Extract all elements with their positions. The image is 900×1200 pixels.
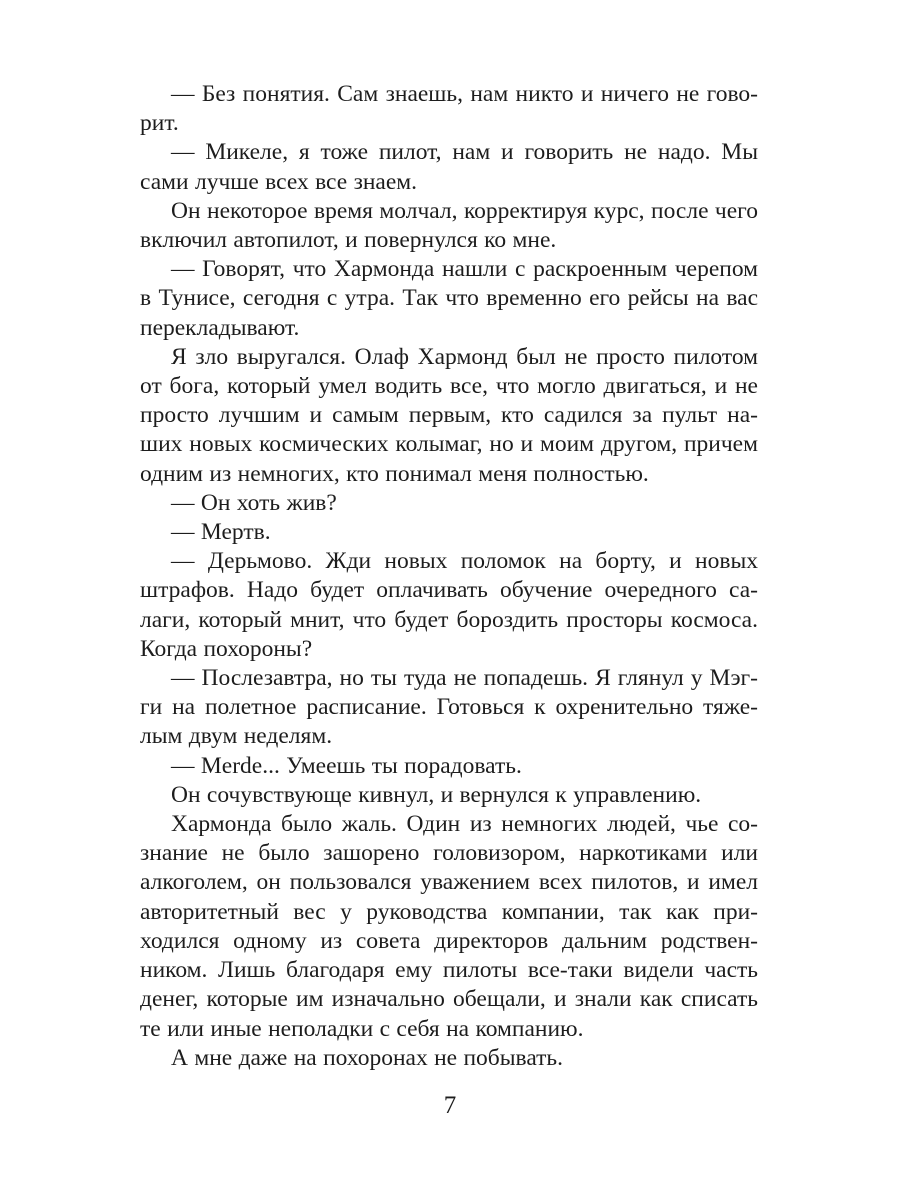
- paragraph: — Дерьмово. Жди новых поломок на борту, и новых штрафов. Надо будет оплачивать обучение очередного салаги, который мнит, что будет бороздить просторы космоса. Когда похороны?: [140, 548, 758, 662]
- paragraph: — Послезавтра, но ты туда не попадешь. Я глянул у Мэгги на полетное расписание. Готовься к охренительно тяжелым двум неделям.: [140, 665, 758, 750]
- paragraph: — Мертв.: [171, 519, 271, 546]
- page-number: 7: [443, 1092, 457, 1119]
- paragraph: Хармонда было жаль. Один из немногих людей, чье сознание не было зашорено головизором, наркотиками или алкоголем, он пользовался уважением всех пилотов, и имел авторитетный вес у руководства компании, так как приходился одному из совета директоров дальним родственником. Лишь благодаря ему пилоты все-таки видели часть денег, которые им изначально обещали, и знали как списать те или иные неполадки с себя на компанию.: [140, 811, 758, 1042]
- paragraph: — Без понятия. Сам знаешь, нам никто и ничего не говорит.: [140, 81, 758, 137]
- paragraph: — Микеле, я тоже пилот, нам и говорить не надо. Мы сами лучше всех все знаем.: [140, 139, 758, 195]
- paragraph: Он сочувствующе кивнул, и вернулся к управлению.: [171, 781, 702, 808]
- paragraph: — Он хоть жив?: [171, 489, 337, 516]
- paragraph: Он некоторое время молчал, корректируя курс, после чего включил автопилот, и повернулся ко мне.: [140, 197, 758, 254]
- body-text: [140, 80, 758, 1073]
- paragraph: — Говорят, что Хармонда нашли с раскроенным черепом в Тунисе, сегодня с утра. Так что временно его рейсы на вас перекладывают.: [140, 256, 758, 341]
- paragraph: — Merde... Умеешь ты порадовать.: [171, 752, 522, 779]
- paragraph: Я зло выругался. Олаф Хармонд был не просто пилотом от бога, который умел водить все, что могло двигаться, и не просто лучшим и самым первым, кто садился за пульт наших новых космических колымаг, но и моим другом, причем одним из немногих, кто понимал меня полностью.: [140, 343, 758, 487]
- paragraph: А мне даже на похоронах не побывать.: [171, 1044, 564, 1071]
